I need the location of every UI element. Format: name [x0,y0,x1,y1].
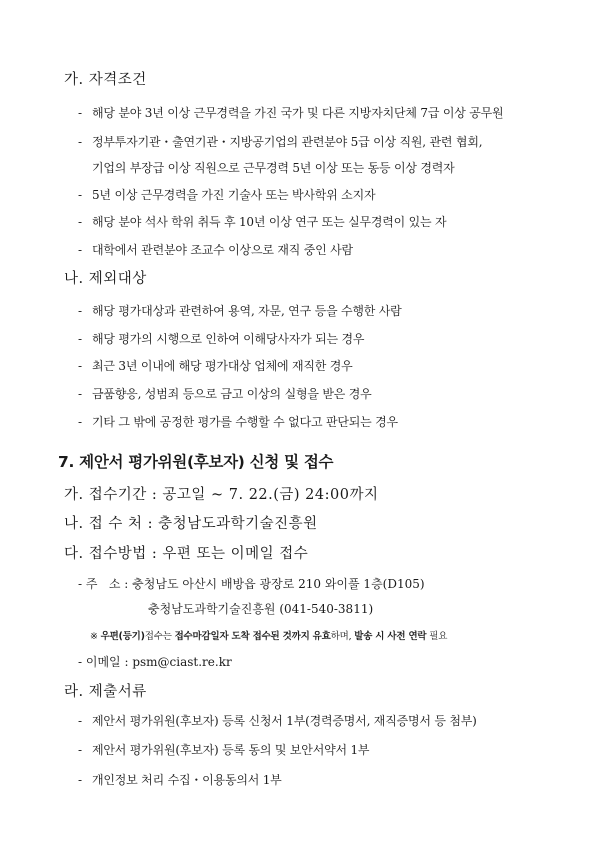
list-item: - 해당 평가의 시행으로 인하여 이해당사자가 되는 경우 [78,332,365,346]
address-line-2: 충청남도과학기술진흥원 (041-540-3811) [148,602,374,616]
submission-method: 다. 접수방법 : 우편 또는 이메일 접수 [64,546,309,562]
note-mark: ※ [90,631,98,642]
submission-period: 가. 접수기간 : 공고일 ~ 7. 22.(금) 24:00까지 [64,487,379,503]
list-item: - 대학에서 관련분야 조교수 이상으로 재직 중인 사람 [78,243,353,257]
list-item: - 최근 3년 이내에 해당 평가대상 업체에 재직한 경우 [78,359,353,373]
list-item: - 기타 그 밖에 공정한 평가를 수행할 수 없다고 판단되는 경우 [78,415,398,429]
submission-place: 나. 접 수 처 : 충청남도과학기술진흥원 [64,516,318,532]
list-item: - 제안서 평가위원(후보자) 등록 신청서 1부(경력증명서, 재직증명서 등 첨부) [78,714,477,728]
list-item-continuation: 기업의 부장급 이상 직원으로 근무경력 5년 이상 또는 동등 이상 경력자 [92,161,455,175]
list-item: - 금품향응, 성범죄 등으로 금고 이상의 실형을 받은 경우 [78,387,372,401]
list-item: - 5년 이상 근무경력을 가진 기술사 또는 박사학위 소지자 [78,188,376,202]
section-7-heading: 7. 제안서 평가위원(후보자) 신청 및 접수 [58,453,334,471]
list-item: - 정부투자기관・출연기관・지방공기업의 관련분야 5급 이상 직원, 관련 협회, [78,135,483,149]
qualification-heading: 가. 자격조건 [64,72,147,88]
documents-heading: 라. 제출서류 [64,684,147,700]
exclusion-heading: 나. 제외대상 [64,271,147,287]
email-line: - 이메일 : psm@ciast.re.kr [78,655,232,669]
address-line: - 주 소 : 충청남도 아산시 배방읍 광장로 210 와이풀 1층(D105) [78,577,425,591]
submission-note: ※ 우편(등기)접수는 접수마감일자 도착 접수된 것까지 유효하며, 발송 시 사전 연락 필요 [90,631,448,642]
list-item: - 제안서 평가위원(후보자) 등록 동의 및 보안서약서 1부 [78,743,370,757]
list-item: - 해당 분야 3년 이상 근무경력을 가진 국가 및 다른 지방자치단체 7급 이상 공무원 [78,106,504,120]
list-item: - 개인정보 처리 수집・이용동의서 1부 [78,773,282,787]
list-item: - 해당 분야 석사 학위 취득 후 10년 이상 연구 또는 실무경력이 있는 자 [78,215,447,229]
list-item: - 해당 평가대상과 관련하여 용역, 자문, 연구 등을 수행한 사람 [78,304,402,318]
